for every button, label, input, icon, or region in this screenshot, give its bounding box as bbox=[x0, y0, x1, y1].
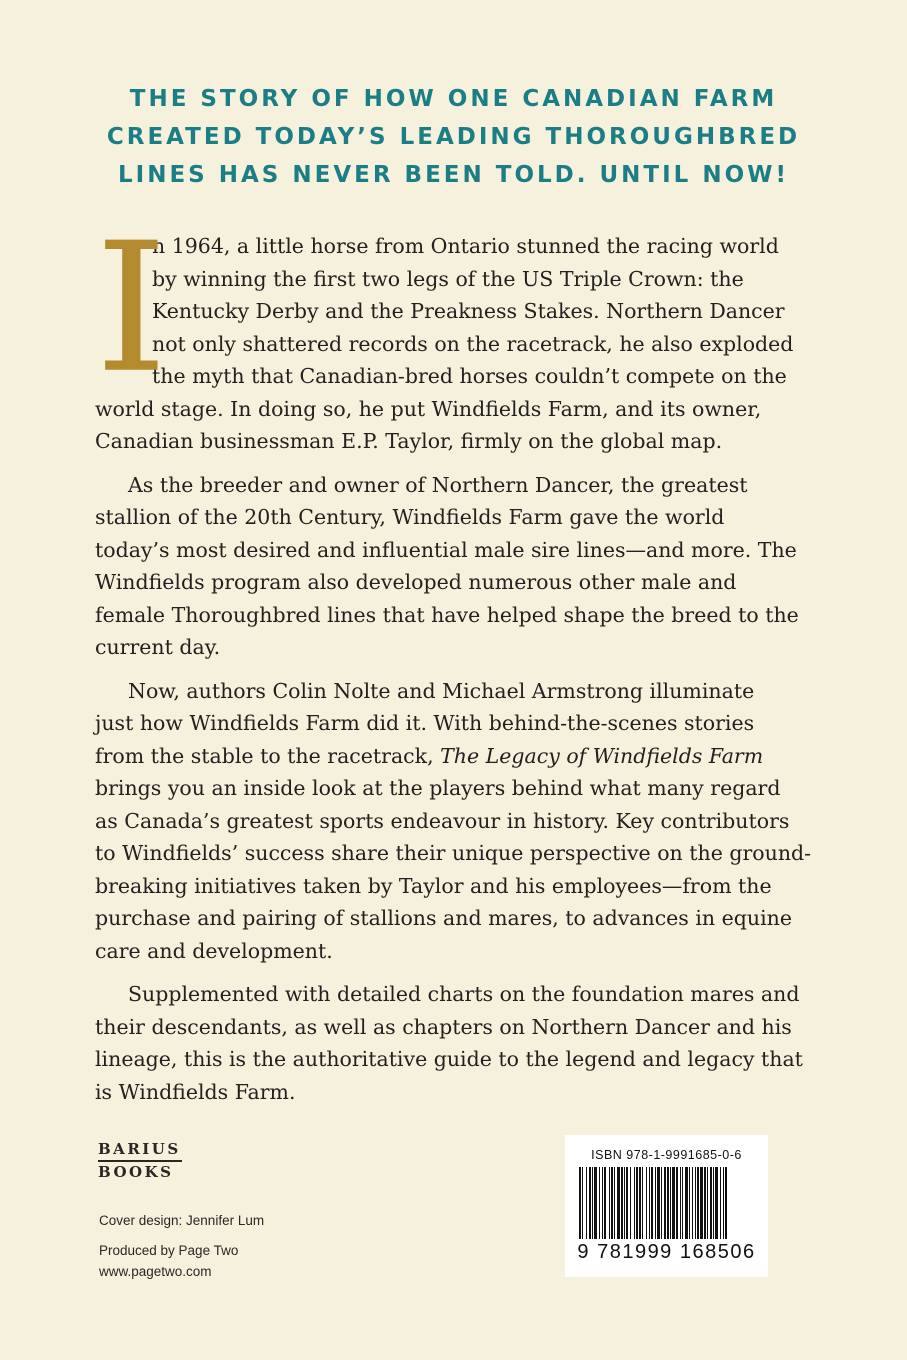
barcode-bar bbox=[685, 1167, 688, 1239]
drop-cap: I bbox=[95, 204, 168, 413]
headline-line: LINES HAS NEVER BEEN TOLD. UNTIL NOW! bbox=[118, 162, 789, 188]
text-line: As the breeder and owner of Northern Dancer, the greatest bbox=[128, 472, 748, 497]
barcode-bar bbox=[611, 1167, 613, 1239]
text-line: world stage. In doing so, he put Windfields Farm, and its owner, bbox=[95, 396, 762, 421]
barcode-bar bbox=[723, 1167, 724, 1239]
text-line: by winning the first two legs of the US Triple Crown: the bbox=[152, 266, 744, 291]
barcode-bar bbox=[725, 1167, 727, 1239]
publisher-logo-top: BARIUS bbox=[98, 1140, 181, 1158]
text-line: Windfields program also developed numerous other male and bbox=[95, 570, 737, 594]
barcode-bar bbox=[680, 1167, 681, 1239]
barcode-bar bbox=[700, 1167, 703, 1239]
barcode-bar bbox=[614, 1167, 615, 1239]
barcode-bar bbox=[715, 1167, 718, 1239]
text-segment: from the stable to the racetrack, bbox=[95, 743, 434, 768]
barcode-bar bbox=[697, 1167, 699, 1239]
barcode-bar bbox=[630, 1167, 631, 1239]
barcode-bar bbox=[594, 1167, 597, 1239]
barcode-bar bbox=[609, 1167, 610, 1239]
text-line: care and development. bbox=[95, 938, 333, 963]
barcode-bar bbox=[634, 1167, 635, 1239]
barcode-bar bbox=[707, 1167, 708, 1239]
barcode-bar bbox=[636, 1167, 638, 1239]
barcode-bar bbox=[667, 1167, 669, 1239]
text-line: Canadian businessman E.P. Taylor, firmly on the global map. bbox=[95, 429, 723, 453]
text-line: is Windfields Farm. bbox=[95, 1079, 296, 1104]
barcode-bar bbox=[604, 1167, 606, 1239]
barcode-bar bbox=[582, 1167, 583, 1239]
barcode-bar bbox=[692, 1167, 693, 1239]
barcode-bar bbox=[664, 1167, 666, 1239]
barcode-bar bbox=[626, 1167, 628, 1239]
barcode-bar bbox=[642, 1167, 643, 1239]
barcode-bar bbox=[672, 1167, 675, 1239]
book-title: The Legacy of Windfields Farm bbox=[440, 743, 764, 768]
text-line: breaking initiatives taken by Taylor and his employees—from the bbox=[95, 873, 772, 898]
barcode-bar bbox=[599, 1167, 600, 1239]
text-line: current day. bbox=[95, 635, 221, 659]
text-line: their descendants, as well as chapters on Northern Dancer and his bbox=[95, 1014, 792, 1039]
barcode-bar bbox=[655, 1167, 656, 1239]
publisher-website: www.pagetwo.com bbox=[99, 1264, 212, 1279]
barcode-bar bbox=[657, 1167, 660, 1239]
barcode-bar bbox=[617, 1167, 620, 1239]
text-line bbox=[95, 740, 817, 773]
paragraph-intro bbox=[95, 204, 817, 458]
barcode-bar bbox=[602, 1167, 603, 1239]
text-line: just how Windfields Farm did it. With behind-the-scenes stories bbox=[95, 711, 755, 735]
text-line: Supplemented with detailed charts on the foundation mares and bbox=[128, 982, 800, 1006]
text-line: purchase and pairing of stallions and mares, to advances in equine bbox=[95, 906, 792, 930]
barcode-bar bbox=[670, 1167, 671, 1239]
barcode-bar bbox=[621, 1167, 623, 1239]
barcode-digits: 9 781999 168506 bbox=[577, 1241, 756, 1263]
barcode-bar bbox=[713, 1167, 714, 1239]
barcode-bar bbox=[589, 1167, 591, 1239]
isbn-label: ISBN 978-1-9991685-0-6 bbox=[591, 1148, 742, 1162]
text-line: Now, authors Colin Nolte and Michael Armstrong illuminate bbox=[128, 678, 755, 703]
barcode-bar bbox=[704, 1167, 706, 1239]
barcode-bar bbox=[646, 1167, 647, 1239]
barcode-bar bbox=[651, 1167, 653, 1239]
text-line: stallion of the 20th Century, Windfields Farm gave the world bbox=[95, 505, 725, 529]
text-line: lineage, this is the authoritative guide to the legend and legacy that bbox=[95, 1047, 803, 1071]
text-line: Kentucky Derby and the Preakness Stakes. Northern Dancer bbox=[152, 299, 785, 323]
publisher-logo bbox=[98, 1140, 186, 1182]
logo-divider bbox=[98, 1160, 182, 1162]
publisher-logo-bottom: BOOKS bbox=[98, 1162, 174, 1181]
barcode-bar bbox=[710, 1167, 712, 1239]
producer-credit: Produced by Page Two bbox=[99, 1243, 239, 1258]
headline-line: CREATED TODAY’S LEADING THOROUGHBRED bbox=[106, 124, 801, 150]
text-line: brings you an inside look at the players behind what many regard bbox=[95, 776, 781, 800]
text-line: as Canada’s greatest sports endeavour in history. Key contributors bbox=[95, 808, 790, 833]
barcode-bar bbox=[682, 1167, 683, 1239]
paragraph-legacy bbox=[95, 469, 817, 664]
text-line: the myth that Canadian-bred horses couldn’t compete on the bbox=[152, 364, 787, 388]
text-line: n 1964, a little horse from Ontario stunned the racing world bbox=[152, 234, 779, 258]
barcode-bar bbox=[689, 1167, 690, 1239]
barcode-bar bbox=[649, 1167, 650, 1239]
text-line: not only shattered records on the racetrack, he also exploded bbox=[152, 331, 794, 356]
barcode-bar bbox=[624, 1167, 625, 1239]
description-body bbox=[95, 204, 817, 1119]
text-line: today’s most desired and influential male sire lines—and more. The bbox=[95, 537, 797, 562]
barcode-bar bbox=[586, 1167, 587, 1239]
headline-line: THE STORY OF HOW ONE CANADIAN FARM bbox=[129, 86, 778, 112]
isbn-barcode bbox=[565, 1135, 768, 1277]
headline bbox=[40, 80, 867, 194]
cover-design-credit: Cover design: Jennifer Lum bbox=[99, 1213, 265, 1228]
text-line: female Thoroughbred lines that have helped shape the breed to the bbox=[95, 602, 799, 627]
paragraph-supplement bbox=[95, 978, 817, 1108]
text-line: to Windfields’ success share their unique perspective on the ground- bbox=[95, 841, 812, 865]
barcode-bar bbox=[639, 1167, 641, 1239]
barcode-bar bbox=[592, 1167, 593, 1239]
paragraph-authors bbox=[95, 675, 817, 968]
barcode-bar bbox=[676, 1167, 678, 1239]
barcode-bar bbox=[720, 1167, 721, 1239]
barcode-bar bbox=[661, 1167, 662, 1239]
barcode-bars bbox=[579, 1167, 755, 1239]
barcode-bar bbox=[695, 1167, 696, 1239]
barcode-bar bbox=[579, 1167, 581, 1239]
